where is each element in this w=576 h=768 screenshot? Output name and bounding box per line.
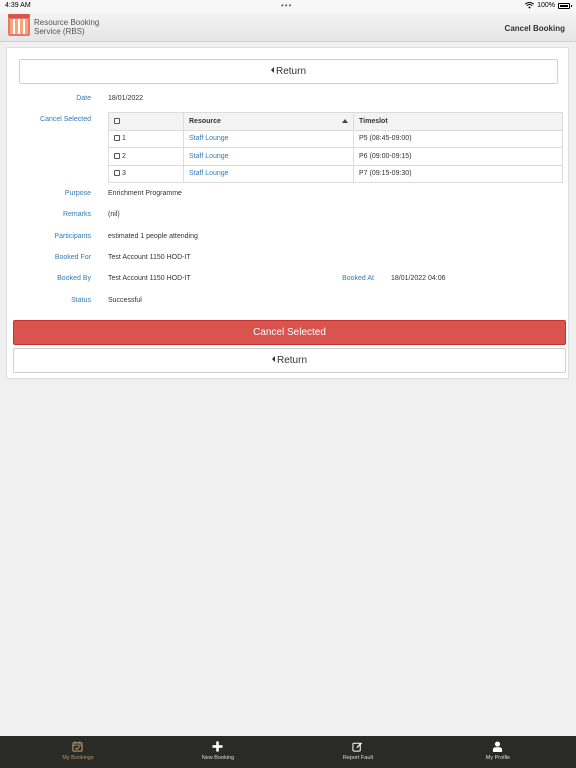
tab-label: Report Fault [342,755,374,761]
timeslot-cell: P7 (09:15-09:30) [354,165,563,183]
select-all-header[interactable] [109,113,184,131]
date-value: 18/01/2022 [108,95,144,102]
booked-at-label: Booked At [342,275,374,282]
caret-left-icon [272,356,275,362]
return-label: Return [276,355,307,366]
participants-value: estimated 1 people attending [108,233,198,240]
booked-by-label: Booked By [57,275,91,282]
resource-cell [184,148,354,166]
purpose-label: Purpose [64,190,91,197]
row-select-cell[interactable] [109,130,184,148]
app-header [0,12,576,42]
bottom-tab-bar [0,736,576,768]
resource-cell [184,165,354,183]
row-checkbox[interactable] [114,135,120,141]
table-row [109,148,563,166]
tab-report-fault[interactable] [286,736,430,768]
date-label: Date [76,95,91,102]
resource-link[interactable]: Staff Lounge [189,135,229,143]
logo-line-2: Service (RBS) [34,26,85,36]
sort-asc-icon [342,119,348,123]
remarks-label: Remarks [62,211,91,218]
row-select-cell[interactable] [109,165,184,183]
status-time: 4:39 AM [5,2,31,9]
booked-at-value: 18/01/2022 04:06 [391,275,446,282]
tab-my-profile[interactable] [426,736,570,768]
return-label: Return [275,66,306,77]
participants-label: Participants [54,233,91,240]
resource-header[interactable] [184,113,354,131]
booking-panel [6,47,569,379]
battery-icon [558,3,570,9]
booked-for-value: Test Account 1150 HOD-IT [108,254,191,261]
row-number: 1 [122,135,126,143]
logo-text [34,18,99,36]
cancel-selected-label: Cancel Selected [40,116,91,123]
return-button-bottom[interactable] [13,348,566,373]
logo-line-1: Resource Booking [34,17,100,27]
return-button-top[interactable] [19,59,558,84]
purpose-value: Enrichment Programme [108,190,182,197]
app-logo[interactable] [8,17,99,36]
battery-percent: 100% [537,2,555,9]
table-row [109,165,563,183]
resource-link[interactable]: Staff Lounge [189,170,229,178]
page-title: Cancel Booking [504,24,565,33]
remarks-value: (nil) [108,211,120,218]
row-number: 2 [122,152,126,160]
resource-cell [184,130,354,148]
row-number: 3 [122,170,126,178]
caret-left-icon [271,67,274,73]
booked-by-value: Test Account 1150 HOD-IT [108,275,191,282]
tab-my-bookings[interactable] [6,736,150,768]
row-select-cell[interactable] [109,148,184,166]
timeslot-table [108,112,563,183]
resource-header-label: Resource [189,117,221,125]
edit-icon [352,741,363,752]
tab-new-booking[interactable] [146,736,290,768]
timeslot-cell: P5 (08:45-09:00) [354,130,563,148]
table-header-row [109,113,563,131]
status-right [525,2,570,9]
status-value: Successful [108,297,142,304]
rbs-logo-icon [8,17,30,36]
timeslot-header[interactable] [354,113,563,131]
tab-label: New Booking [201,755,235,761]
row-checkbox[interactable] [114,170,120,176]
booked-for-label: Booked For [54,254,91,261]
plus-icon [212,741,223,752]
row-checkbox[interactable] [114,153,120,159]
user-icon [492,741,503,752]
multitask-dots[interactable]: ••• [281,1,293,10]
tab-label: My Bookings [62,755,94,761]
timeslot-cell: P6 (09:00-09:15) [354,148,563,166]
wifi-icon [525,2,534,9]
status-bar [0,0,576,12]
table-row [109,130,563,148]
resource-link[interactable]: Staff Lounge [189,152,229,160]
status-label: Status [71,297,91,304]
tab-label: My Profile [485,755,511,761]
calendar-icon [72,741,83,752]
cancel-selected-button[interactable]: Cancel Selected [13,320,566,345]
select-all-checkbox[interactable] [114,118,120,124]
timeslot-header-label: Timeslot [359,117,388,125]
